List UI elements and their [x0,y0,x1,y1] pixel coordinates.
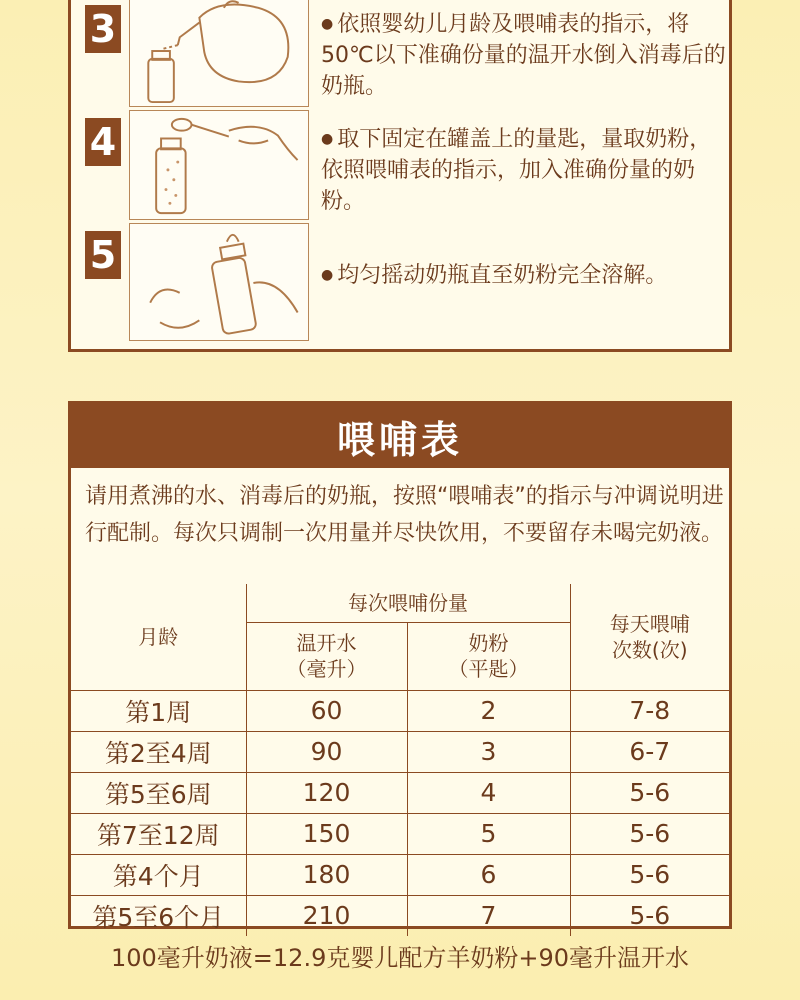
powder-cell: 6 [407,854,570,895]
table-row [71,731,729,772]
step-number: 3 [85,5,121,53]
table-header-row [71,584,729,622]
powder-cell: 4 [407,772,570,813]
shaking-bottle-icon [130,224,308,340]
step-instruction-text: 依照婴幼儿月龄及喂哺表的指示，将50℃以下准确份量的温开水倒入消毒后的奶瓶。 [321,12,726,99]
age-cell: 第4个月 [71,854,246,895]
times-cell: 5-6 [570,772,729,813]
bullet-icon: ● [321,16,334,32]
water-header [246,622,407,690]
water-cell: 210 [246,895,407,936]
powder-cell: 7 [407,895,570,936]
step-instruction [321,9,731,102]
bullet-icon: ● [321,267,334,283]
age-cell: 第2至4周 [71,731,246,772]
feeding-table [71,584,729,936]
preparation-steps-panel [68,0,732,352]
per-feed-header: 每次喂哺份量 [246,584,570,622]
times-cell: 5-6 [570,813,729,854]
table-row [71,690,729,731]
water-cell: 150 [246,813,407,854]
step-instruction-text: 均匀摇动奶瓶直至奶粉完全溶解。 [337,263,668,288]
age-cell: 第7至12周 [71,813,246,854]
water-header-text: 温开水 （毫升） [286,631,367,681]
times-cell: 5-6 [570,895,729,936]
powder-header [407,622,570,690]
water-cell: 90 [246,731,407,772]
daily-times-header [570,584,729,690]
powder-cell: 2 [407,690,570,731]
step-instruction [321,260,731,291]
age-cell: 第1周 [71,690,246,731]
step-3 [71,0,729,107]
step-4 [71,110,729,220]
feeding-table-title: 喂哺表 [71,404,729,468]
times-cell: 7-8 [570,690,729,731]
water-cell: 60 [246,690,407,731]
kettle-icon [130,0,308,106]
powder-cell: 5 [407,813,570,854]
daily-times-header-text: 每天喂哺 次数(次) [609,611,690,662]
feeding-table-panel [68,401,732,932]
table-row [71,772,729,813]
shaking-bottle-illustration [129,223,309,341]
mixing-ratio-footnote: 100毫升奶液=12.9克婴儿配方羊奶粉+90毫升温开水 [110,944,689,972]
times-cell: 6-7 [570,731,729,772]
times-cell: 5-6 [570,854,729,895]
kettle-pouring-water-illustration [129,0,309,107]
step-instruction-text: 取下固定在罐盖上的量匙，量取奶粉，依照喂哺表的指示，加入准确份量的奶粉。 [321,127,712,214]
table-row [71,813,729,854]
step-number: 5 [85,231,121,279]
age-cell: 第5至6个月 [71,895,246,936]
table-row [71,895,729,936]
water-cell: 120 [246,772,407,813]
scoop-adding-powder-illustration [129,110,309,220]
step-number: 4 [85,118,121,166]
age-header: 月龄 [71,584,246,690]
step-5 [71,223,729,341]
powder-header-text: 奶粉 （平匙） [448,631,529,681]
age-cell: 第5至6周 [71,772,246,813]
bullet-icon: ● [321,131,334,147]
powder-cell: 3 [407,731,570,772]
table-row [71,854,729,895]
step-instruction [321,124,731,217]
scoop-icon [130,111,308,219]
feeding-table-description: 请用煮沸的水、消毒后的奶瓶，按照“喂哺表”的指示与冲调说明进行配制。每次只调制一次用量并尽快饮用，不要留存未喝完奶液。 [85,484,724,546]
water-cell: 180 [246,854,407,895]
